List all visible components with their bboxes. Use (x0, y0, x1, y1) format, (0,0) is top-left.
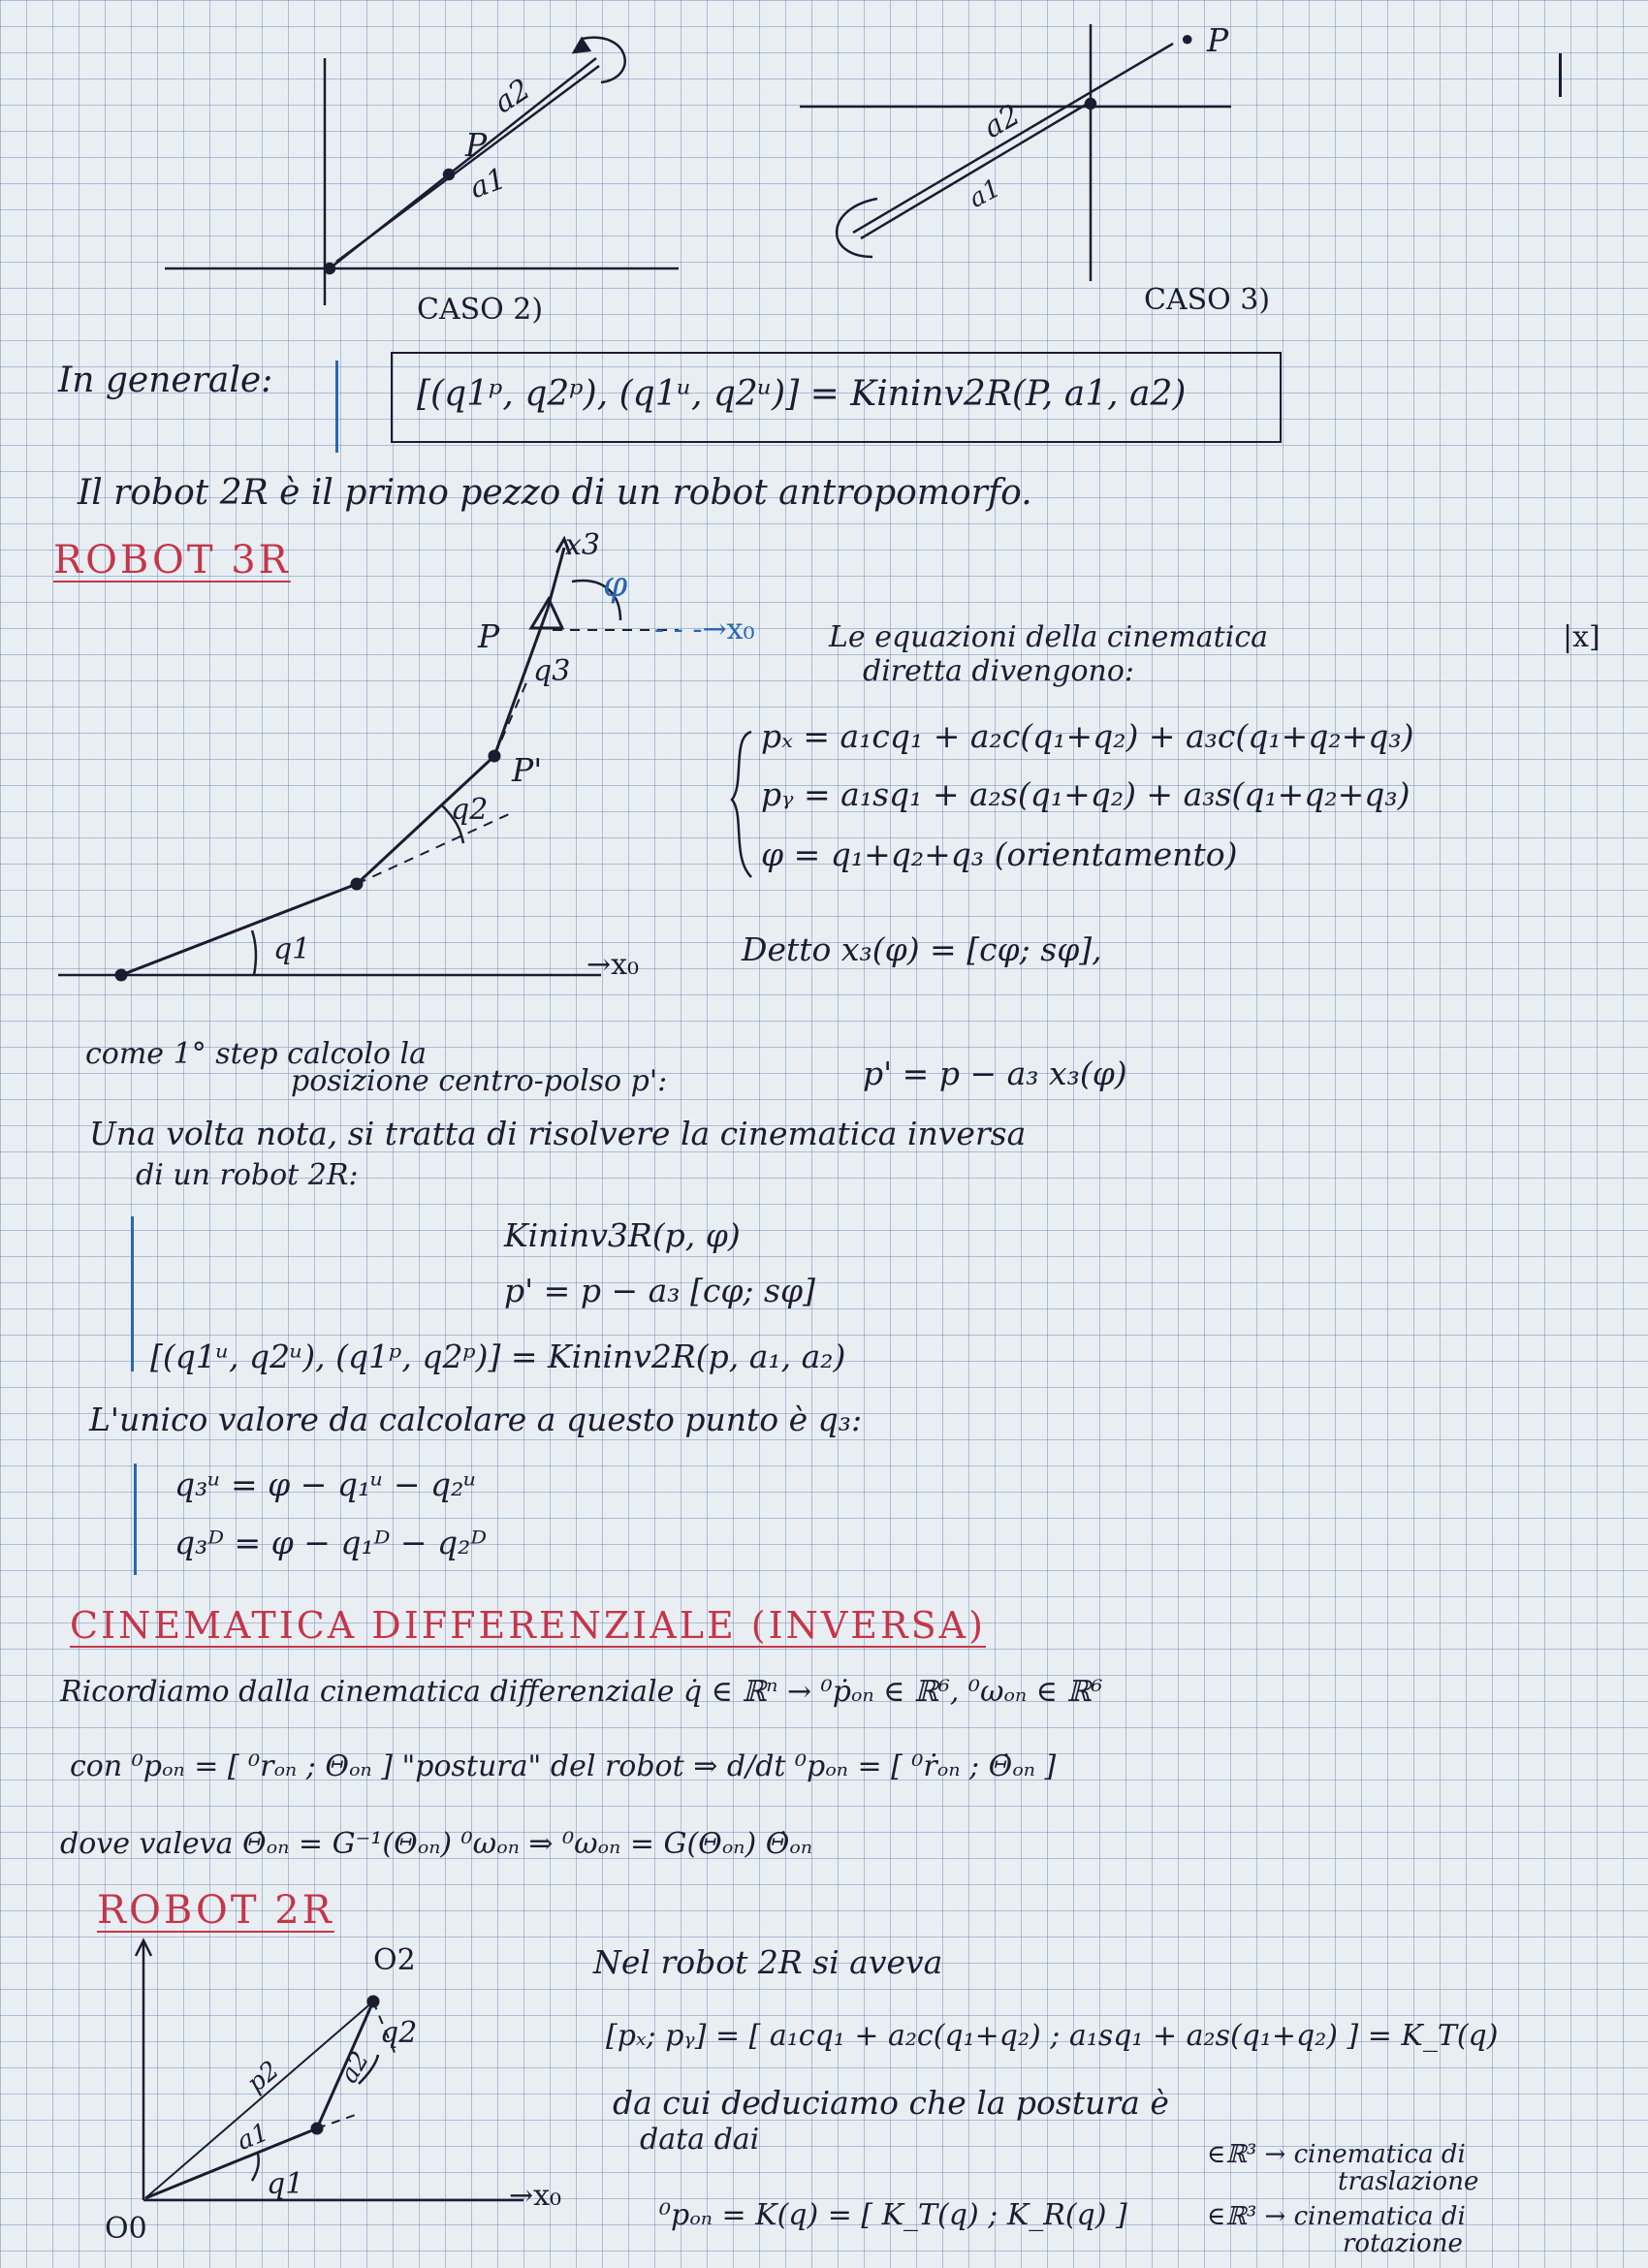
step-line1: come 1° step calcolo la (85, 1037, 427, 1071)
fig2r-q2-label: q2 (380, 2016, 418, 2050)
fig3r-p-label: P (478, 617, 500, 655)
k-equation: ⁰pₒₙ = K(q) = [ K_T(q) ; K_R(q) ] (659, 2198, 1127, 2232)
caso3-a2-label: a2 (977, 98, 1027, 145)
section-robot-2r: ROBOT 2R (97, 1888, 334, 1933)
fig2r-o2-label: O2 (373, 1943, 416, 1977)
fig2r-a2-label: a2 (334, 2046, 376, 2089)
fig2r-x0-label: →x₀ (509, 2179, 562, 2213)
algorithm-line2: p' = p − a₃ [cφ; sφ] (504, 1272, 815, 1309)
q3-down-equation: q₃ᴰ = φ − q₁ᴰ − q₂ᴰ (174, 1524, 488, 1561)
caso3-a1-label: a1 (964, 173, 1006, 214)
unico-valore: L'unico valore da calcolare a questo punto è q₃: (89, 1401, 863, 1438)
margin-mark: |x] (1563, 620, 1600, 654)
caso2-a1-label: a1 (465, 161, 511, 206)
annotation-rotazione-line2: rotazione (1343, 2229, 1463, 2258)
cinematica-intro-line1: Le equazioni della cinematica (829, 620, 1269, 654)
step-line2: posizione centro-polso p': (291, 1064, 668, 1098)
fig2r-a1-label: a1 (233, 2118, 273, 2157)
fig3r-x0-top-label: - - -→x₀ (654, 613, 755, 646)
step-equation: p' = p − a₃ x₃(φ) (863, 1055, 1127, 1092)
fig3r-pprime-label: P' (512, 751, 543, 789)
fig3r-x0-bottom-label: →x₀ (586, 948, 640, 982)
postura-line1: da cui deduciamo che la postura è (613, 2084, 1169, 2122)
algorithm-line3: [(q1ᵘ, q2ᵘ), (q1ᵖ, q2ᵖ)] = Kininv2R(p, a₁, a₂) (150, 1338, 846, 1375)
ricordiamo-line: Ricordiamo dalla cinematica differenziale q̇ ∈ ℝⁿ → ⁰ṗₒₙ ∈ ℝ⁶, ⁰ωₒₙ ∈ ℝ⁶ (60, 1675, 1103, 1709)
section-robot-3r: ROBOT 3R (53, 538, 291, 583)
caso3-figure (800, 24, 1231, 281)
caso2-p-label: P (465, 126, 488, 164)
caso3-p-label: • P (1178, 21, 1229, 59)
una-volta-line2: di un robot 2R: (136, 1158, 359, 1192)
fig2r-o0-label: O0 (105, 2212, 147, 2246)
robot3r-figure (58, 539, 679, 980)
fig3r-q3-label: q3 (533, 654, 571, 688)
caso2-a2-label: a2 (488, 72, 537, 121)
annotation-traslazione-line1: ∈ℝ³ → cinematica di (1207, 2140, 1466, 2169)
annotation-rotazione-line1: ∈ℝ³ → cinematica di (1207, 2202, 1466, 2231)
caso3-caption: CASO 3) (1144, 283, 1271, 317)
generale-bar (335, 361, 338, 453)
kininv2r-formula: [(q1ᵖ, q2ᵖ), (q1ᵘ, q2ᵘ)] = Kininv2R(P, a1, a2) (417, 374, 1187, 414)
dove-valeva-line: dove valeva Θ̇ₒₙ = G⁻¹(Θₒₙ) ⁰ωₒₙ ⇒ ⁰ωₒₙ = G(Θₒₙ) Θ̇ₒₙ (60, 1827, 813, 1861)
in-generale-label: In generale: (58, 361, 273, 400)
fig3r-phi-label: φ (603, 565, 628, 605)
fig3r-x3-label: x3 (565, 528, 601, 562)
kt-equation: [pₓ; pᵧ] = [ a₁cq₁ + a₂c(q₁+q₂) ; a₁sq₁ + a₂s(q₁+q₂) ] = K_T(q) (606, 2019, 1499, 2053)
equation-py: pᵧ = a₁sq₁ + a₂s(q₁+q₂) + a₃s(q₁+q₂+q₃) (761, 775, 1410, 813)
margin-line (1559, 53, 1562, 97)
robot-2r-note: Il robot 2R è il primo pezzo di un robot antropomorfo. (78, 473, 1032, 513)
caso2-caption: CASO 2) (417, 293, 544, 327)
nel-robot-line: Nel robot 2R si aveva (593, 1943, 943, 1981)
cinematica-intro-line2: diretta divengono: (863, 654, 1135, 688)
una-volta-line1: Una volta nota, si tratta di risolvere la cinematica inversa (89, 1115, 1027, 1152)
detto-x3: Detto x₃(φ) = [cφ; sφ], (742, 930, 1102, 968)
fig3r-q2-label: q2 (451, 793, 489, 827)
q3-up-equation: q₃ᵘ = φ − q₁ᵘ − q₂ᵘ (174, 1465, 477, 1503)
fig2r-p2-label: p2 (241, 2055, 285, 2099)
q3-bar (134, 1464, 137, 1575)
fig2r-q1-label: q1 (267, 2167, 304, 2201)
caso2-figure (165, 38, 679, 305)
annotation-traslazione-line2: traslazione (1338, 2167, 1479, 2196)
algorithm-bar (131, 1216, 134, 1371)
equations-brace (732, 732, 751, 877)
robot2r-figure (136, 1940, 523, 2200)
fig3r-q1-label: q1 (273, 932, 311, 966)
equation-px: pₓ = a₁cq₁ + a₂c(q₁+q₂) + a₃c(q₁+q₂+q₃) (761, 717, 1414, 755)
postura-line2: data dai (640, 2123, 760, 2157)
con-postura-line: con ⁰pₒₙ = [ ⁰rₒₙ ; Θₒₙ ] "postura" del robot ⇒ d/dt ⁰pₒₙ = [ ⁰ṙₒₙ ; Θ̇ₒₙ ] (70, 1749, 1057, 1783)
algorithm-line1: Kininv3R(p, φ) (504, 1216, 741, 1254)
section-cinematica-differenziale: CINEMATICA DIFFERENZIALE (INVERSA) (70, 1604, 986, 1647)
equation-phi: φ = q₁+q₂+q₃ (orientamento) (761, 835, 1238, 873)
